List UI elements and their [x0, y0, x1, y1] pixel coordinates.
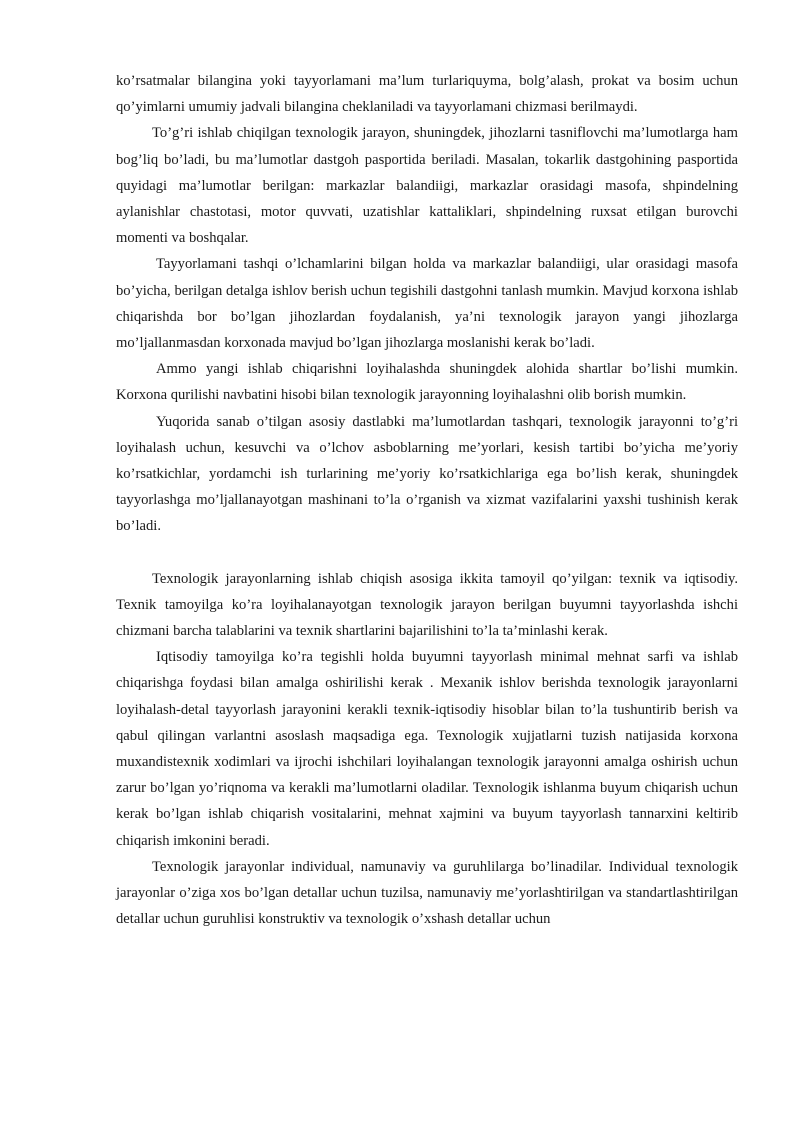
paragraph-process-types: Texnologik jarayonlar individual, namunaviy va guruhlilarga bo’linadilar. Individual texnologik jarayonlar o’ziga xos bo’lgan detallar uchun tuzilsa, namunaviy me’yorlashtirilgan va standartlashtirilgan detallar uchun guruhlisi konstruktiv va texnologik o’xshash detallar uchun — [116, 858, 738, 928]
paragraph-machine-selection: Tayyorlamani tashqi o’lchamlarini bilgan holda va markazlar balandiigi, ular orasidagi masofa bo’yicha, berilgan detalga ishlov berish uchun tegishili dastgohni tanlash mumkin. Mavjud korxona ishlab chiqarishda bor bo’lgan jihozlardan foydalanish, ya’ni texnologik jarayon yangi jihozlarga mo’ljallanmasdan korxonada mavjud bo’lgan jihozlarga moslanishi kerak bo’ladi. — [116, 256, 738, 352]
paragraph-equipment-data: To’g’ri ishlab chiqilgan texnologik jarayon, shuningdek, jihozlarni tasniflovchi ma’lumotlarga ham bog’liq bo’ladi, bu ma’lumotlar dastgoh pasportida beriladi. Masalan, tokarlik dastgohining pasportida quyidagi ma’lumotlar berilgan: markazlar balandiigi, markazlar orasidagi masofa, shpindelning aylanishlar chastotasi, motor quvvati, uzatishlar kattaliklari, shpindelning ruxsat etilgan burovchi momenti va boshqalar. — [116, 125, 738, 247]
paragraph-new-production: Ammo yangi ishlab chiqarishni loyihalashda shuningdek alohida shartlar bo’lishi mumkin. Korxona qurilishi navbatini hisobi bilan texnologik jarayonning loyihalashni olib borish mumkin. — [116, 361, 738, 404]
document-page — [116, 68, 738, 933]
paragraph-principles: Texnologik jarayonlarning ishlab chiqish asosiga ikkita tamoyil qo’yilgan: texnik va iqtisodiy. Texnik tamoyilga ko’ra loyihalanayotgan texnologik jarayon berilgan buyumni tayyorlashda ishchi chizmani barcha talablarini va texnik shartlarini bajarilishini to’la ta’minlashi kerak. — [116, 570, 738, 640]
paragraph-additional-data: Yuqorida sanab o’tilgan asosiy dastlabki ma’lumotlardan tashqari, texnologik jarayonni to’g’ri loyihalash uchun, kesuvchi va o’lchov asboblarning me’yorlari, kesish tartibi bo’yicha me’yoriy ko’rsatkichlar, yordamchi ish turlarining me’yoriy ko’rsatkichlariga ega bo’lish kerak, shuningdek tayyorlashga mo’ljallanayotgan mashinani to’la o’rganish va xizmat vazifalarini yaxshi tushinish kerak bo’ladi. — [116, 413, 738, 535]
paragraph-economic-principle: Iqtisodiy tamoyilga ko’ra tegishli holda buyumni tayyorlash minimal mehnat sarfi va ishlab chiqarishga foydasi bilan amalga oshirilishi kerak . Mexanik ishlov berishda texnologik jarayonlarni loyihalash-detal tayyorlash jarayonini kerakli texnik-iqtisodiy hisoblar bilan to’la tushuntirib berish va qabul qilingan varlantni asoslash maqsadiga ega. Texnologik xujjatlarni tuzish natijasida korxona muxandistexnik xodimlari va ijrochi ishchilari loyihalangan texnologik jarayonni amalga oshirish uchun zarur bo’lgan yo’riqnoma va kerakli ma’lumotlarni oladilar. Texnologik ishlanma buyum chiqarish uchun kerak bo’lgan ishlab chiqarish vositalarini, mehnat xajmini va buyum tayyorlash tannarxini keltirib chiqarish imkonini beradi. — [116, 649, 738, 849]
paragraph-spacer — [116, 540, 738, 566]
paragraph-continuation: ko’rsatmalar bilangina yoki tayyorlamani ma’lum turlariquyma, bolg’alash, prokat va bosim uchun qo’yimlarni umumiy jadvali bilangina cheklaniladi va tayyorlamani chizmasi berilmaydi. — [116, 73, 738, 116]
